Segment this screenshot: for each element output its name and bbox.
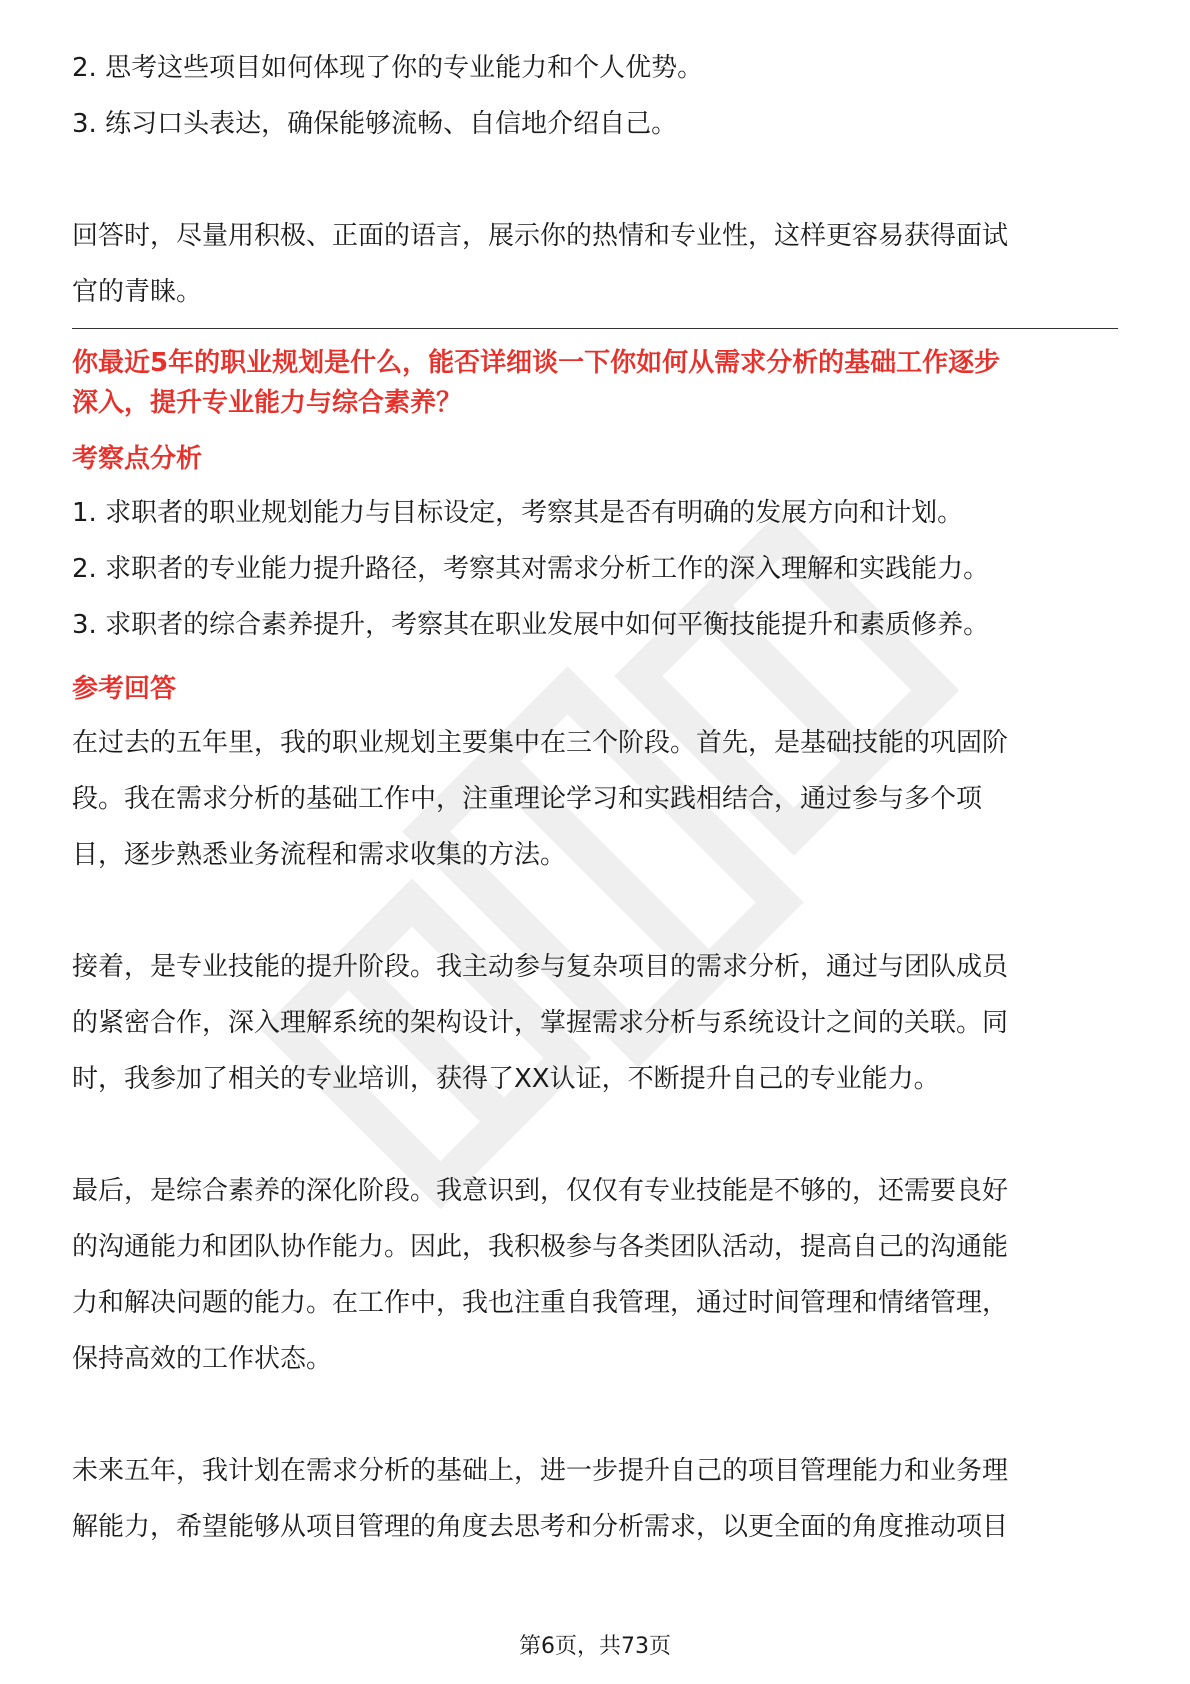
answer-line: 接着，是专业技能的提升阶段。我主动参与复杂项目的需求分析，通过与团队成员 xyxy=(72,952,1009,982)
answer-line: 的沟通能力和团队协作能力。因此，我积极参与各类团队活动，提高自己的沟通能 xyxy=(72,1232,1009,1262)
intro-item: 2. 思考这些项目如何体现了你的专业能力和个人优势。 xyxy=(72,53,704,83)
closing-line: 官的青睐。 xyxy=(72,277,203,307)
answer-line: 解能力，希望能够从项目管理的角度去思考和分析需求，以更全面的角度推动项目 xyxy=(72,1512,1009,1542)
question-heading: 你最近5年的职业规划是什么，能否详细谈一下你如何从需求分析的基础工作逐步 xyxy=(72,348,1001,378)
answer-line: 未来五年，我计划在需求分析的基础上，进一步提升自己的项目管理能力和业务理 xyxy=(72,1456,1009,1486)
answer-line: 力和解决问题的能力。在工作中，我也注重自我管理，通过时间管理和情绪管理， xyxy=(72,1288,1009,1318)
answer-line: 在过去的五年里，我的职业规划主要集中在三个阶段。首先，是基础技能的巩固阶 xyxy=(72,728,1009,758)
answer-line: 的紧密合作，深入理解系统的架构设计，掌握需求分析与系统设计之间的关联。同 xyxy=(72,1008,1009,1038)
answer-line: 时，我参加了相关的专业培训，获得了XX认证，不断提升自己的专业能力。 xyxy=(72,1064,940,1094)
question-heading: 深入，提升专业能力与综合素养？ xyxy=(72,388,463,418)
analysis-item: 1. 求职者的职业规划能力与目标设定，考察其是否有明确的发展方向和计划。 xyxy=(72,498,964,528)
intro-item: 3. 练习口头表达，确保能够流畅、自信地介绍自己。 xyxy=(72,109,678,139)
page-number: 第6页，共73页 xyxy=(519,1634,671,1659)
analysis-title: 考察点分析 xyxy=(72,444,203,474)
answer-title: 参考回答 xyxy=(72,674,177,704)
analysis-item: 3. 求职者的综合素养提升，考察其在职业发展中如何平衡技能提升和素质修养。 xyxy=(72,610,990,640)
answer-line: 段。我在需求分析的基础工作中，注重理论学习和实践相结合，通过参与多个项 xyxy=(72,784,983,814)
analysis-item: 2. 求职者的专业能力提升路径，考察其对需求分析工作的深入理解和实践能力。 xyxy=(72,554,990,584)
section-divider xyxy=(72,328,1118,329)
answer-line: 目，逐步熟悉业务流程和需求收集的方法。 xyxy=(72,840,567,870)
answer-line: 保持高效的工作状态。 xyxy=(72,1344,333,1374)
closing-line: 回答时，尽量用积极、正面的语言，展示你的热情和专业性，这样更容易获得面试 xyxy=(72,221,1009,251)
answer-line: 最后，是综合素养的深化阶段。我意识到，仅仅有专业技能是不够的，还需要良好 xyxy=(72,1176,1009,1206)
document-page xyxy=(72,40,1118,1555)
